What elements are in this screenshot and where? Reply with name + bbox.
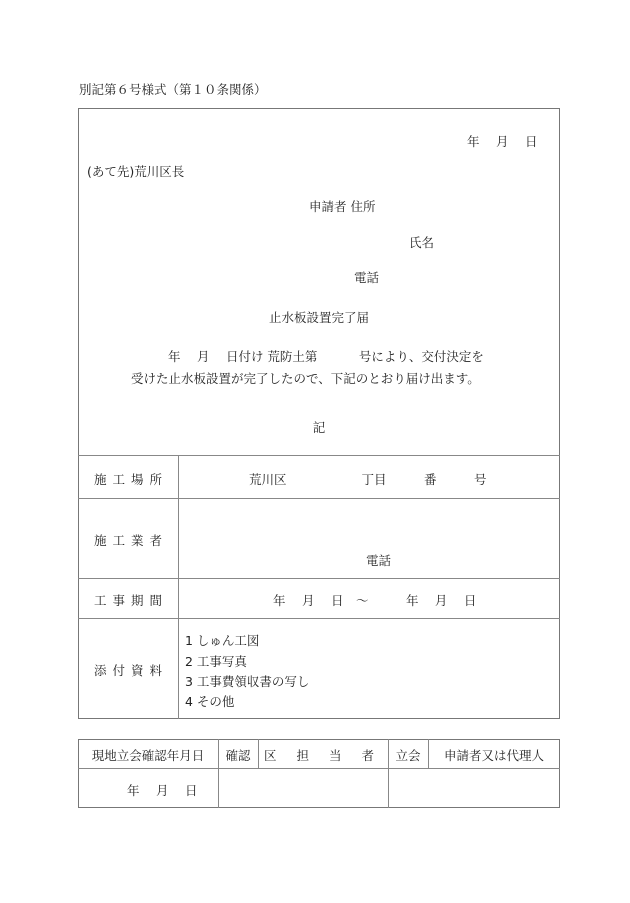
attachment-item: 4 その他 [185, 694, 235, 709]
confirmation-col-divider [218, 739, 219, 808]
addressee: (あて先)荒川区長 [87, 164, 185, 179]
body-line-1: 年 月 日付け 荒防土第 号により、交付決定を [168, 349, 484, 364]
label-attachments: 添付資料 [93, 663, 169, 678]
form-number-title: 別記第６号様式（第１０条関係） [79, 82, 267, 97]
row-divider [78, 455, 560, 456]
label-contractor: 施工業者 [93, 533, 169, 548]
attachment-item: 1 しゅん工図 [185, 633, 260, 648]
submission-date: 年 月 日 [467, 134, 538, 149]
body-line-2: 受けた止水板設置が完了したので、下記のとおり届け出ます。 [131, 371, 480, 386]
row-divider [78, 498, 560, 499]
document-title: 止水板設置完了届 [268, 310, 370, 325]
applicant-address-label: 申請者 住所 [309, 199, 376, 214]
attachment-item: 2 工事写真 [185, 654, 247, 669]
attachment-item: 3 工事費領収書の写し [185, 674, 310, 689]
label-construction-period: 工事期間 [93, 593, 169, 608]
applicant-name-label: 氏名 [409, 235, 435, 250]
applicant-phone-label: 電話 [354, 270, 380, 285]
confirmation-row-divider [78, 768, 560, 769]
header-confirm: 確認 [225, 748, 251, 763]
confirmation-col-divider [388, 739, 389, 808]
header-attendance: 立会 [395, 748, 421, 763]
label-column-divider [178, 455, 179, 719]
confirmation-col-divider [258, 739, 259, 768]
row-divider [78, 578, 560, 579]
confirmation-col-divider [428, 739, 429, 768]
row-divider [78, 618, 560, 619]
header-applicant-or-agent: 申請者又は代理人 [443, 748, 545, 763]
ki-label: 記 [312, 420, 326, 435]
label-construction-site: 施工場所 [93, 472, 169, 487]
confirmation-date-value: 年 月 日 [127, 783, 198, 798]
value-construction-site: 荒川区 丁目 番 号 [249, 472, 487, 487]
value-construction-period: 年 月 日 ～ 年 月 日 [273, 593, 477, 608]
contractor-phone-label: 電話 [366, 553, 392, 568]
header-ward-staff: 区 担 当 者 [264, 748, 382, 763]
header-site-confirmation-date: 現地立会確認年月日 [91, 748, 205, 763]
